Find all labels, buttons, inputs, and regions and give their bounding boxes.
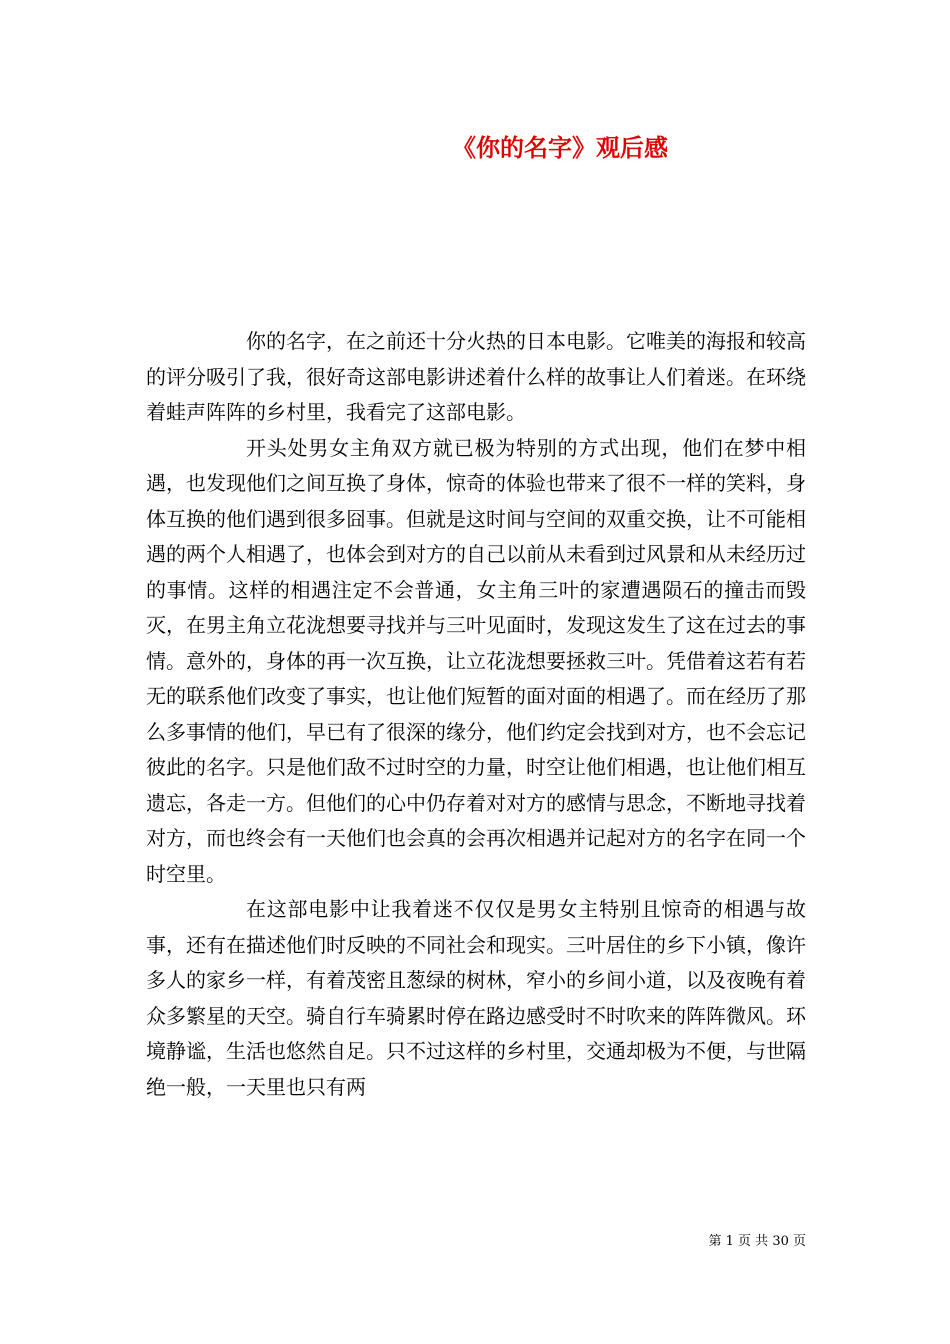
document-title: 《你的名字》观后感 [452,134,668,162]
paragraph-2: 开头处男女主角双方就已极为特别的方式出现，他们在梦中相遇，也发现他们之间互换了身体，惊奇的体验也带来了很不一样的笑料，身体互换的他们遇到很多囧事。但就是这时间与空间的双重交换，让不可能相遇的两个人相遇了，也体会到对方的自己以前从未看到过风景和从未经历过的事情。这样的相遇注定不会普通，女主角三叶的家遭遇陨石的撞击而毁灭，在男主角立花泷想要寻找并与三叶见面时，发现这发生了这在过去的事情。意外的，身体的再一次互换，让立花泷想要拯救三叶。凭借着这若有若无的联系他们改变了事实，也让他们短暂的面对面的相遇了。而在经历了那么多事情的他们，早已有了很深的缘分，他们约定会找到对方，也不会忘记彼此的名字。只是他们敌不过时空的力量，时空让他们相遇，也让他们相互遗忘，各走一方。但他们的心中仍存着对对方的感情与思念，不断地寻找着对方，而也终会有一天他们也会真的会再次相遇并记起对方的名字在同一个时空里。 [146,435,806,886]
document-body [146,324,806,1105]
page-number-footer: 第 1 页 共 30 页 [708,1234,806,1249]
paragraph-3: 在这部电影中让我着迷不仅仅是男女主特别且惊奇的相遇与故事，还有在描述他们时反映的不同社会和现实。三叶居住的乡下小镇，像许多人的家乡一样，有着茂密且葱绿的树林，窄小的乡间小道，以及夜晚有着众多繁星的天空。骑自行车骑累时停在路边感受时不时吹来的阵阵微风。环境静谧，生活也悠然自足。只不过这样的乡村里，交通却极为不便，与世隔绝一般，一天里也只有两 [146,897,806,1099]
paragraph-1: 你的名字，在之前还十分火热的日本电影。它唯美的海报和较高的评分吸引了我，很好奇这部电影讲述着什么样的故事让人们着迷。在环绕着蛙声阵阵的乡村里，我看完了这部电影。 [146,329,806,424]
